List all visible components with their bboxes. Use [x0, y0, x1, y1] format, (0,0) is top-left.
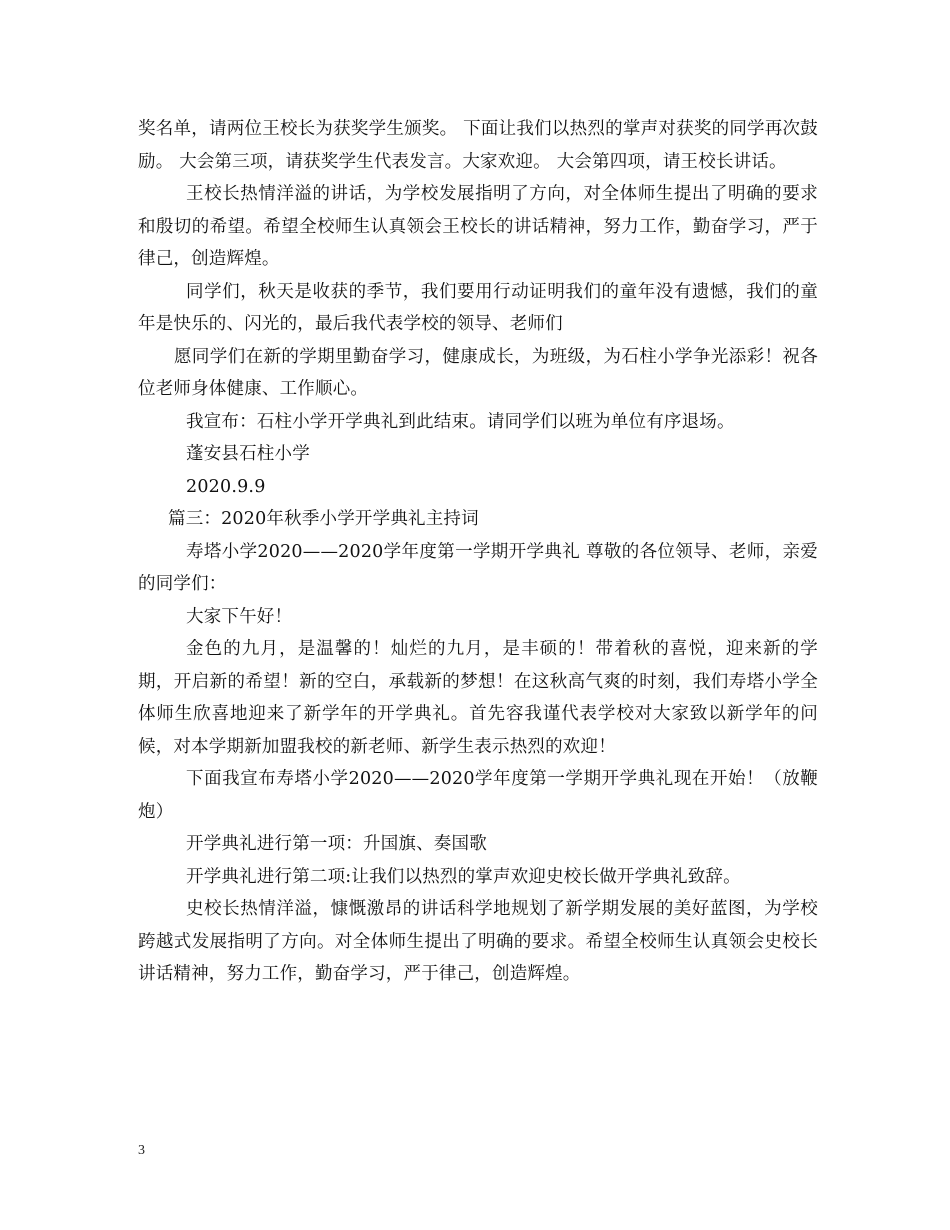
- paragraph: 同学们，秋天是收获的季节，我们要用行动证明我们的童年没有遗憾，我们的童年是快乐的、闪光的，最后我代表学校的领导、老师们: [138, 281, 818, 334]
- paragraph: 愿同学们在新的学期里勤奋学习，健康成长，为班级，为石柱小学争光添彩！祝各位老师身体健康、工作顺心。: [138, 346, 818, 399]
- paragraph: 奖名单，请两位王校长为获奖学生颁奖。 下面让我们以热烈的掌声对获奖的同学再次鼓励。 大会第三项，请获奖学生代表发言。大家欢迎。 大会第四项，请王校长讲话。: [138, 119, 818, 172]
- paragraph: 史校长热情洋溢，慷慨激昂的讲话科学地规划了新学期发展的美好蓝图，为学校跨越式发展指明了方向。对全体师生提出了明确的要求。希望全校师生认真领会史校长讲话精神，努力工作，勤奋学习，严于律己，创造辉煌。: [138, 899, 818, 984]
- paragraph: 开学典礼进行第一项：升国旗、奏国歌: [186, 834, 487, 854]
- section-heading: 篇三：2020年秋季小学开学典礼主持词: [168, 509, 479, 529]
- paragraph: 我宣布：石柱小学开学典礼到此结束。请同学们以班为单位有序退场。: [186, 411, 735, 432]
- signature-school: 蓬安县石柱小学: [186, 444, 310, 464]
- paragraph: 下面我宣布寿塔小学2020——2020学年度第一学期开学典礼现在开始！（放鞭炮）: [138, 769, 818, 822]
- paragraph: 大家下午好！: [186, 606, 293, 627]
- signature-date: 2020.9.9: [186, 476, 266, 497]
- paragraph: 金色的九月，是温馨的！灿烂的九月，是丰硕的！带着秋的喜悦，迎来新的学期，开启新的希望！新的空白，承载新的梦想！在这秋高气爽的时刻，我们寿塔小学全体师生欣喜地迎来了新学年的开学典礼。首先容我谨代表学校对大家致以新学年的问候，对本学期新加盟我校的新老师、新学生表示热烈的欢迎！: [138, 639, 818, 757]
- paragraph: 开学典礼进行第二项:让我们以热烈的掌声欢迎史校长做开学典礼致辞。: [186, 866, 741, 887]
- page-number: 3: [138, 1143, 145, 1158]
- document-body: [138, 113, 818, 991]
- paragraph: 王校长热情洋溢的讲话，为学校发展指明了方向，对全体师生提出了明确的要求和殷切的希望。希望全校师生认真领会王校长的讲话精神，努力工作，勤奋学习，严于律己，创造辉煌。: [138, 184, 818, 269]
- paragraph: 寿塔小学2020——2020学年度第一学期开学典礼 尊敬的各位领导、老师，亲爱的同学们：: [138, 541, 818, 594]
